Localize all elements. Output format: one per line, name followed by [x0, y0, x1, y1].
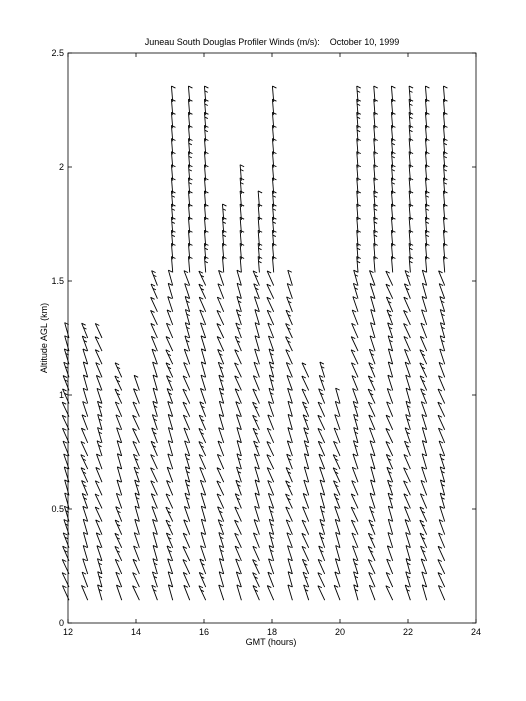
x-tick-label: 24 [470, 627, 482, 637]
y-tick-label: 1.5 [51, 276, 64, 286]
y-axis-label: Altitude AGL (km) [39, 302, 49, 374]
x-tick-label: 14 [130, 627, 142, 637]
y-tick-label: 0.5 [51, 504, 64, 514]
x-tick-label: 18 [266, 627, 278, 637]
y-tick-label: 0 [58, 618, 64, 628]
y-tick-label: 2 [58, 162, 64, 172]
x-tick-label: 22 [402, 627, 414, 637]
x-axis-label: GMT (hours) [245, 637, 297, 647]
y-tick-label: 1 [58, 390, 64, 400]
x-tick-label: 16 [198, 627, 210, 637]
x-tick-label: 12 [62, 627, 74, 637]
x-tick-label: 20 [334, 627, 346, 637]
chart-title: Juneau South Douglas Profiler Winds (m/s): October 10, 1999 [144, 37, 400, 47]
y-tick-label: 2.5 [51, 48, 64, 58]
